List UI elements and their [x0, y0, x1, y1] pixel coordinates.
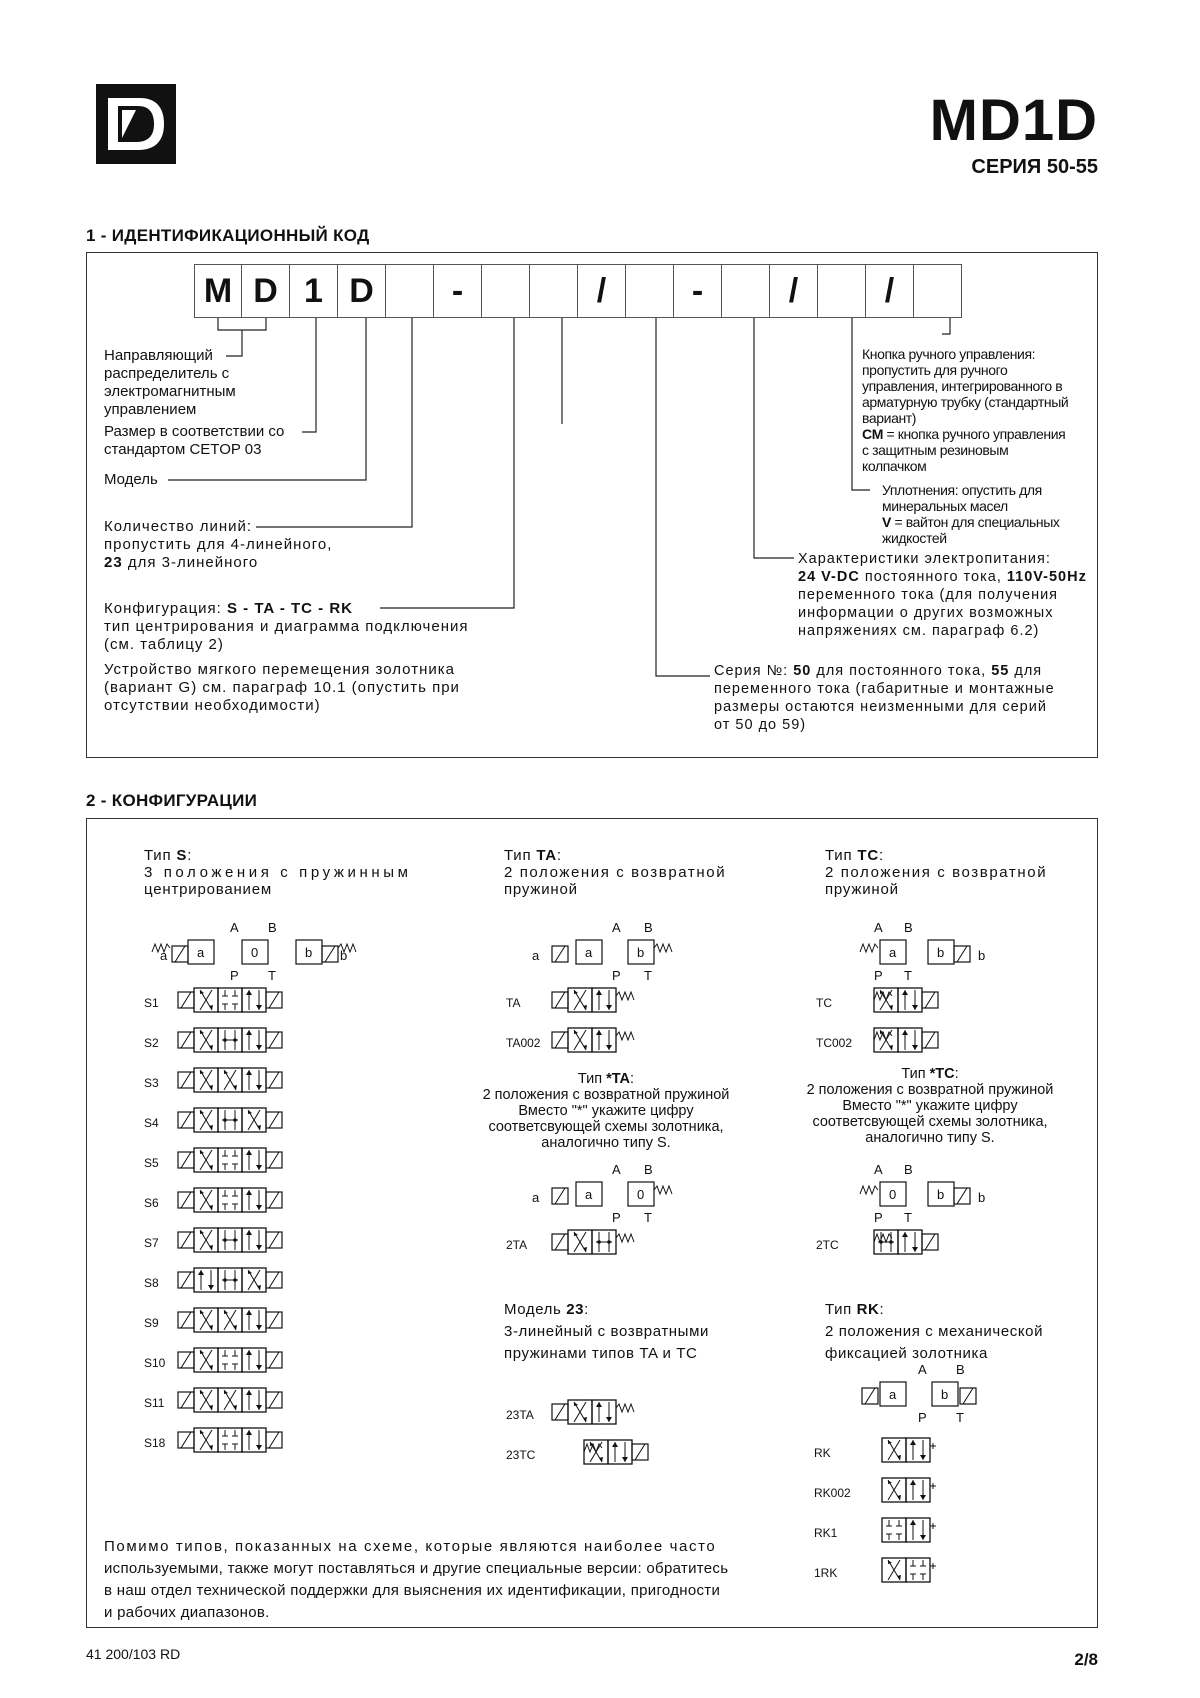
code-cell: [482, 264, 530, 318]
label-line: Устройство мягкого перемещения золотника: [104, 661, 455, 678]
logo-d-mark: [96, 84, 176, 164]
label-line: пружиной: [825, 881, 899, 898]
port-a-label: A: [230, 920, 239, 935]
note-line: и рабочих диапазонов.: [104, 1604, 270, 1621]
valve-code: RK002: [814, 1486, 851, 1500]
page-title: MD1D: [929, 88, 1098, 153]
bold-value: CM: [862, 426, 883, 442]
label-text: :: [954, 1066, 959, 1082]
valve-code: 2TC: [816, 1238, 839, 1252]
section-2-box: [86, 818, 1098, 1628]
label-line: пропустить для ручного: [862, 362, 1008, 378]
label-line: [862, 426, 1094, 442]
port-b-label: B: [904, 1162, 913, 1177]
label-text: для постоянного тока,: [811, 663, 992, 679]
port-a-label: A: [874, 920, 883, 935]
bold-value: RK: [856, 1301, 880, 1318]
position-label: a: [585, 1187, 593, 1202]
port-t-label: T: [956, 1410, 964, 1425]
valve-code: TC002: [816, 1036, 853, 1050]
port-b-label: B: [956, 1362, 965, 1377]
label-line: аналогично типу S.: [541, 1135, 671, 1151]
port-t-label: T: [904, 968, 912, 983]
port-p-label: P: [874, 968, 883, 983]
series-subtitle: СЕРИЯ 50-55: [971, 156, 1098, 178]
valve-code: S1: [144, 996, 159, 1010]
port-a-label: A: [612, 1162, 621, 1177]
label-line: минеральных масел: [882, 498, 1008, 514]
label-line: 2 положения с возвратной: [504, 864, 727, 881]
valve-code: S11: [144, 1396, 165, 1410]
bold-value: 23: [104, 554, 123, 571]
label-text: :: [556, 847, 562, 864]
port-p-label: P: [874, 1210, 883, 1225]
label-text: Конфигурация:: [104, 600, 227, 617]
valve-code: S5: [144, 1156, 159, 1170]
bold-value: S - TA - TC - RK: [227, 600, 353, 617]
label-directional-valve: [104, 347, 274, 419]
label-text: :: [878, 847, 884, 864]
bold-value: S: [176, 847, 188, 864]
code-cell: /: [866, 264, 914, 318]
valve-code: S4: [144, 1116, 159, 1130]
type-star-tc-heading: [780, 1066, 1080, 1146]
model-23-heading: [504, 1299, 764, 1365]
label-text: = вайтон для специальных: [890, 514, 1060, 530]
position-label: b: [941, 1387, 949, 1402]
position-label: a: [889, 945, 897, 960]
position-label: a: [197, 945, 205, 960]
type-rk-heading: [825, 1299, 1085, 1365]
label-line: Размер в соответствии со: [104, 423, 285, 440]
bold-value: 55: [991, 663, 1010, 679]
label-text: Тип: [144, 847, 177, 864]
port-a-label: A: [918, 1362, 927, 1377]
label-line: [104, 600, 494, 618]
type-s-heading: [144, 847, 424, 898]
label-size-cetop: [104, 423, 314, 459]
port-b-label: B: [904, 920, 913, 935]
code-cell: D: [338, 264, 386, 318]
label-series-number: [714, 662, 1098, 734]
label-text: Тип: [504, 847, 537, 864]
note-line: Помимо типов, показанных на схеме, которые являются наиболее часто: [104, 1538, 717, 1555]
type-title: [825, 847, 1075, 864]
label-soft-shift: [104, 661, 504, 715]
label-line: переменного тока (для получения: [798, 587, 1059, 603]
label-text: :: [584, 1301, 589, 1318]
solenoid-a-label: a: [532, 1190, 540, 1205]
label-line: 3 положения с пружинным: [144, 864, 412, 881]
label-text: :: [187, 847, 193, 864]
configurations-note: [104, 1536, 764, 1624]
label-model: Модель: [104, 471, 158, 488]
position-label: b: [937, 945, 945, 960]
label-text: Тип: [901, 1066, 930, 1082]
section-2-title: 2 - КОНФИГУРАЦИИ: [86, 791, 258, 810]
type-title: [144, 847, 424, 864]
label-line: электромагнитным: [104, 383, 236, 400]
label-line: [104, 554, 404, 572]
valve-code: S8: [144, 1276, 159, 1290]
position-label: 0: [251, 945, 259, 960]
label-line: колпачком: [862, 458, 927, 474]
valve-code: 23TA: [506, 1408, 534, 1422]
label-line: арматурную трубку (стандартный: [862, 394, 1069, 410]
solenoid-a-label: a: [532, 948, 540, 963]
label-line: Вместо "*" укажите цифру: [842, 1098, 1018, 1114]
type-star-ta-heading: [456, 1071, 756, 1151]
valve-code: S2: [144, 1036, 159, 1050]
bold-value: *TA: [606, 1071, 631, 1087]
type-title: [825, 1299, 1085, 1321]
valve-code: S10: [144, 1356, 166, 1370]
type-tc-heading: [825, 847, 1075, 898]
label-line: жидкостей: [882, 530, 947, 546]
label-line: [714, 662, 1098, 680]
label-text: Серия №:: [714, 663, 794, 679]
code-cell: [626, 264, 674, 318]
label-line: информации о других возможных: [798, 605, 1054, 621]
label-line: Количество линий:: [104, 518, 253, 535]
port-p-label: P: [612, 1210, 621, 1225]
label-text: :: [879, 1301, 885, 1318]
code-cell: [386, 264, 434, 318]
label-power-supply: [798, 550, 1098, 640]
label-line: центрированием: [144, 881, 272, 898]
valve-code: S18: [144, 1436, 166, 1450]
position-label: 0: [889, 1187, 897, 1202]
type-title: [504, 1299, 764, 1321]
bold-value: 24 V-DC: [798, 569, 860, 585]
port-t-label: T: [904, 1210, 912, 1225]
label-line: управлением: [104, 401, 197, 418]
label-line: 2 положения с механической: [825, 1323, 1044, 1340]
port-p-label: P: [612, 968, 621, 983]
port-b-label: B: [644, 1162, 653, 1177]
solenoid-a-label: a: [160, 948, 168, 963]
code-cell: -: [674, 264, 722, 318]
port-p-label: P: [230, 968, 239, 983]
position-label: a: [585, 945, 593, 960]
code-cell: 1: [290, 264, 338, 318]
label-text: Модель: [504, 1301, 567, 1318]
code-cell: [914, 264, 962, 318]
port-b-label: B: [644, 920, 653, 935]
port-a-label: A: [874, 1162, 883, 1177]
code-cell: /: [578, 264, 626, 318]
label-line: соответсвующей схемы золотника,: [488, 1119, 724, 1135]
label-configuration: [104, 600, 494, 654]
valve-code: S3: [144, 1076, 159, 1090]
valve-code: 2TA: [506, 1238, 528, 1252]
label-line: Направляющий: [104, 347, 213, 364]
label-line: тип центрирования и диаграмма подключения: [104, 618, 469, 635]
label-line: 2 положения с возвратной пружиной: [806, 1082, 1054, 1098]
note-line: используемыми, также могут поставляться и другие специальные версии: обратитесь: [104, 1560, 729, 1577]
bold-value: 110V-50Hz: [1006, 569, 1087, 585]
label-line: соответсвующей схемы золотника,: [812, 1114, 1048, 1130]
port-b-label: B: [268, 920, 277, 935]
label-line: [882, 514, 1094, 530]
label-text: для 3-линейного: [122, 554, 259, 571]
valve-code: 1RK: [814, 1566, 838, 1580]
label-text: для: [1009, 663, 1043, 679]
label-text: Тип: [825, 1301, 857, 1318]
position-label: b: [637, 945, 645, 960]
type-title: [780, 1066, 1080, 1082]
code-cell: [722, 264, 770, 318]
label-line: стандартом CETOP 03: [104, 441, 262, 458]
position-label: b: [937, 1187, 945, 1202]
identification-code-row: [194, 264, 962, 318]
type-title: [504, 847, 754, 864]
label-text: Тип: [577, 1071, 607, 1087]
code-cell: D: [242, 264, 290, 318]
label-line: пружиной: [504, 881, 578, 898]
valve-code: S9: [144, 1316, 159, 1330]
position-label: 0: [637, 1187, 645, 1202]
code-cell: M: [194, 264, 242, 318]
type-title: [456, 1071, 756, 1087]
valve-code: TA: [506, 996, 521, 1010]
valve-code: TA002: [506, 1036, 541, 1050]
port-t-label: T: [268, 968, 276, 983]
type-ta-heading: [504, 847, 754, 898]
bold-value: *TC: [929, 1066, 955, 1082]
solenoid-b-label: b: [978, 948, 986, 963]
bold-value: 23: [566, 1301, 585, 1318]
label-line: пружинами типов TA и TC: [504, 1345, 698, 1362]
bold-value: 50: [793, 663, 812, 679]
valve-code: RK: [814, 1446, 831, 1460]
bold-value: V: [882, 514, 891, 530]
label-line: (см. таблицу 2): [104, 636, 224, 653]
label-line: Кнопка ручного управления:: [862, 346, 1036, 362]
port-a-label: A: [612, 920, 621, 935]
code-cell: [530, 264, 578, 318]
label-line: вариант): [862, 410, 917, 426]
label-line: фиксацией золотника: [825, 1345, 988, 1362]
company-logo: [96, 84, 176, 164]
label-line: аналогично типу S.: [865, 1130, 995, 1146]
label-manual-button: [862, 346, 1094, 474]
label-line: переменного тока (габаритные и монтажные: [714, 681, 1055, 697]
label-line: напряжениях см. параграф 6.2): [798, 623, 1040, 639]
code-cell: /: [770, 264, 818, 318]
valve-code: TC: [816, 996, 832, 1010]
note-line: в наш отдел технической поддержки для выяснения их идентификации, пригодности: [104, 1582, 721, 1599]
position-label: a: [889, 1387, 897, 1402]
label-line: 2 положения с возвратной пружиной: [482, 1087, 730, 1103]
port-t-label: T: [644, 1210, 652, 1225]
label-text: постоянного тока,: [859, 569, 1007, 585]
code-cell: [818, 264, 866, 318]
solenoid-b-label: b: [978, 1190, 986, 1205]
label-seals: [882, 482, 1094, 546]
label-line: 2 положения с возвратной: [825, 864, 1048, 881]
label-line: от 50 до 59): [714, 717, 807, 733]
solenoid-b-label: b: [340, 948, 348, 963]
label-line: (вариант G) см. параграф 10.1 (опустить при: [104, 679, 460, 696]
port-p-label: P: [918, 1410, 927, 1425]
label-text: = кнопка ручного управления: [882, 426, 1066, 442]
label-line: с защитным резиновым: [862, 442, 1009, 458]
label-line: [798, 568, 1098, 586]
label-line: управления, интегрированного в: [862, 378, 1063, 394]
position-label: b: [305, 945, 313, 960]
label-line: 3-линейный с возвратными: [504, 1323, 709, 1340]
valve-code: RK1: [814, 1526, 838, 1540]
valve-code: S6: [144, 1196, 159, 1210]
code-cell: -: [434, 264, 482, 318]
port-t-label: T: [644, 968, 652, 983]
section-1-title: 1 - ИДЕНТИФИКАЦИОННЫЙ КОД: [86, 226, 370, 245]
bold-value: TA: [536, 847, 557, 864]
page-number: 2/8: [1074, 1650, 1098, 1669]
label-line: отсутствии необходимости): [104, 697, 321, 714]
label-line: Уплотнения: опустить для: [882, 482, 1042, 498]
label-line-count: [104, 518, 404, 572]
bold-value: TC: [857, 847, 879, 864]
valve-code: S7: [144, 1236, 159, 1250]
label-line: размеры остаются неизменными для серий: [714, 699, 1047, 715]
doc-code: 41 200/103 RD: [86, 1646, 181, 1662]
label-line: Характеристики электропитания:: [798, 551, 1051, 567]
label-line: пропустить для 4-линейного,: [104, 536, 333, 553]
label-text: Тип: [825, 847, 858, 864]
label-text: :: [630, 1071, 635, 1087]
valve-code: 23TC: [506, 1448, 536, 1462]
label-line: Вместо "*" укажите цифру: [518, 1103, 694, 1119]
label-line: распределитель с: [104, 365, 230, 382]
